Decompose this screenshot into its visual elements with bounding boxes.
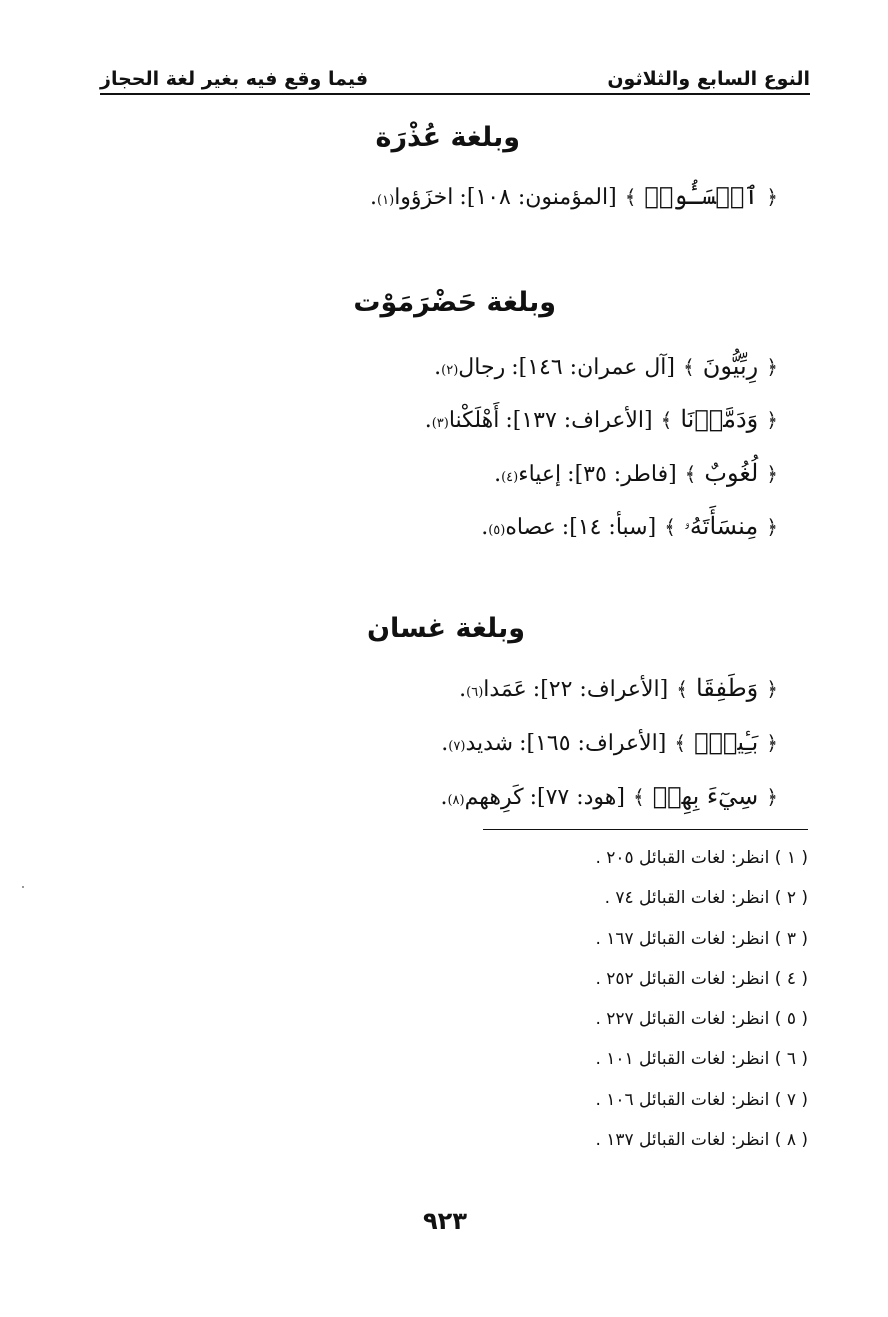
ornament-close: ﴾ <box>676 677 688 701</box>
meaning: رجال <box>458 355 506 380</box>
footnote-item: ( ٤ ) انظر: لغات القبائل ٢٥٢ . <box>595 968 808 989</box>
ornament-close: ﴾ <box>684 462 697 486</box>
running-head-topic: فيما وقع فيه بغير لغة الحجاز <box>100 68 369 90</box>
ornament-open: ﴿ <box>766 185 778 209</box>
quran-word: لُغُوبٌ <box>704 459 759 487</box>
footnote-item: ( ٥ ) انظر: لغات القبائل ٢٢٧ . <box>595 1009 808 1030</box>
footnote-item: ( ٨ ) انظر: لغات القبائل ١٣٧ . <box>595 1130 808 1151</box>
meaning: إعياء <box>518 462 562 487</box>
verse-reference: [الأعراف: ١٦٥]: <box>519 731 667 756</box>
footnote-item: ( ٧ ) انظر: لغات القبائل ١٠٦ . <box>595 1089 808 1110</box>
entry-line: ﴿ رِبِّيُّونَ ﴾ [آل عمران: ١٤٦]: رجال (٢) . <box>434 352 778 380</box>
quran-word: وَطَفِقَا <box>695 674 759 702</box>
ornament-close: ﴾ <box>674 731 687 755</box>
quran-word: مِنسَأَتَهُۥ <box>683 512 759 540</box>
ornament-close: ﴾ <box>660 408 673 432</box>
ornament-open: ﴿ <box>766 515 778 539</box>
verse-reference: [هود: ٧٧]: <box>529 785 625 810</box>
entry-line: ﴿ مِنسَأَتَهُۥ ﴾ [سبأ: ١٤]: عصاه (٥) . <box>481 512 778 540</box>
meaning: اخزَؤوا <box>394 185 454 210</box>
meaning: أَهْلَكْنا <box>448 408 500 433</box>
end-period: . <box>441 731 449 756</box>
end-period: . <box>494 462 502 487</box>
ornament-close: ﴾ <box>683 355 695 379</box>
verse-reference: [آل عمران: ١٤٦]: <box>511 355 676 380</box>
entry-line: ﴿ وَطَفِقَا ﴾ [الأعراف: ٢٢]: عَمَدا (٦) . <box>459 674 778 702</box>
verse-reference: [سبأ: ١٤]: <box>561 515 657 540</box>
end-period: . <box>424 408 432 433</box>
scan-speck <box>22 886 24 888</box>
meaning: كَرِههم <box>464 785 524 810</box>
footnote-item: ( ٣ ) انظر: لغات القبائل ١٦٧ . <box>595 928 808 949</box>
page-number: ٩٢٣ <box>423 1207 467 1235</box>
ornament-open: ﴿ <box>766 462 778 486</box>
quran-word: بَـِٔيسِۭ <box>694 728 759 756</box>
verse-reference: [المؤمنون: ١٠٨]: <box>459 185 617 210</box>
entry-line: ﴿ سِيٓءَ بِهِمۡ ﴾ [هود: ٧٧]: كَرِههم (٨) . <box>440 782 778 810</box>
ornament-close: ﴾ <box>632 785 645 809</box>
ornament-close: ﴾ <box>664 515 676 539</box>
ornament-open: ﴿ <box>766 677 778 701</box>
header-rule <box>100 93 810 95</box>
footnote-rule <box>483 829 808 830</box>
section-title-hadramawt: وبلغة حَضْرَمَوْت <box>353 287 556 318</box>
entry-line: ﴿ ٱخۡسَـُٔوا۟ ﴾ [المؤمنون: ١٠٨]: اخزَؤوا (١) . <box>370 182 778 210</box>
end-period: . <box>434 355 442 380</box>
section-title-udhra: وبلغة عُذْرَة <box>375 122 520 153</box>
verse-reference: [الأعراف: ١٣٧]: <box>505 408 653 433</box>
ornament-open: ﴿ <box>766 355 778 379</box>
running-head-chapter: النوع السابع والثلاثون <box>607 68 810 90</box>
verse-reference: [فاطر: ٣٥]: <box>567 462 677 487</box>
entry-line: ﴿ بَـِٔيسِۭ ﴾ [الأعراف: ١٦٥]: شديد (٧) . <box>441 728 778 756</box>
end-period: . <box>481 515 489 540</box>
meaning: شديد <box>465 731 514 756</box>
quran-word: وَدَمَّرۡنَا <box>680 405 759 433</box>
end-period: . <box>440 785 448 810</box>
running-head <box>100 56 810 90</box>
entry-line: ﴿ وَدَمَّرۡنَا ﴾ [الأعراف: ١٣٧]: أَهْلَكْنا (٣) . <box>424 405 778 433</box>
ornament-close: ﴾ <box>624 185 637 209</box>
footnote-item: ( ١ ) انظر: لغات القبائل ٢٠٥ . <box>595 848 808 868</box>
quran-word: رِبِّيُّونَ <box>702 352 759 380</box>
end-period: . <box>370 185 378 210</box>
end-period: . <box>459 677 467 702</box>
meaning: عصاه <box>505 515 556 540</box>
quran-word: سِيٓءَ بِهِمۡ <box>652 782 759 810</box>
quran-word: ٱخۡسَـُٔوا۟ <box>644 182 759 210</box>
verse-reference: [الأعراف: ٢٢]: <box>532 677 669 702</box>
footnote-item: ( ٢ ) انظر: لغات القبائل ٧٤ . <box>604 888 808 909</box>
ornament-open: ﴿ <box>766 408 778 432</box>
meaning: عَمَدا <box>483 677 527 702</box>
ornament-open: ﴿ <box>766 731 778 755</box>
entry-line: ﴿ لُغُوبٌ ﴾ [فاطر: ٣٥]: إعياء (٤) . <box>494 459 778 487</box>
section-title-ghassan: وبلغة غسان <box>366 613 525 644</box>
footnote-item: ( ٦ ) انظر: لغات القبائل ١٠١ . <box>595 1049 808 1070</box>
ornament-open: ﴿ <box>766 785 778 809</box>
footnotes <box>408 843 808 1165</box>
